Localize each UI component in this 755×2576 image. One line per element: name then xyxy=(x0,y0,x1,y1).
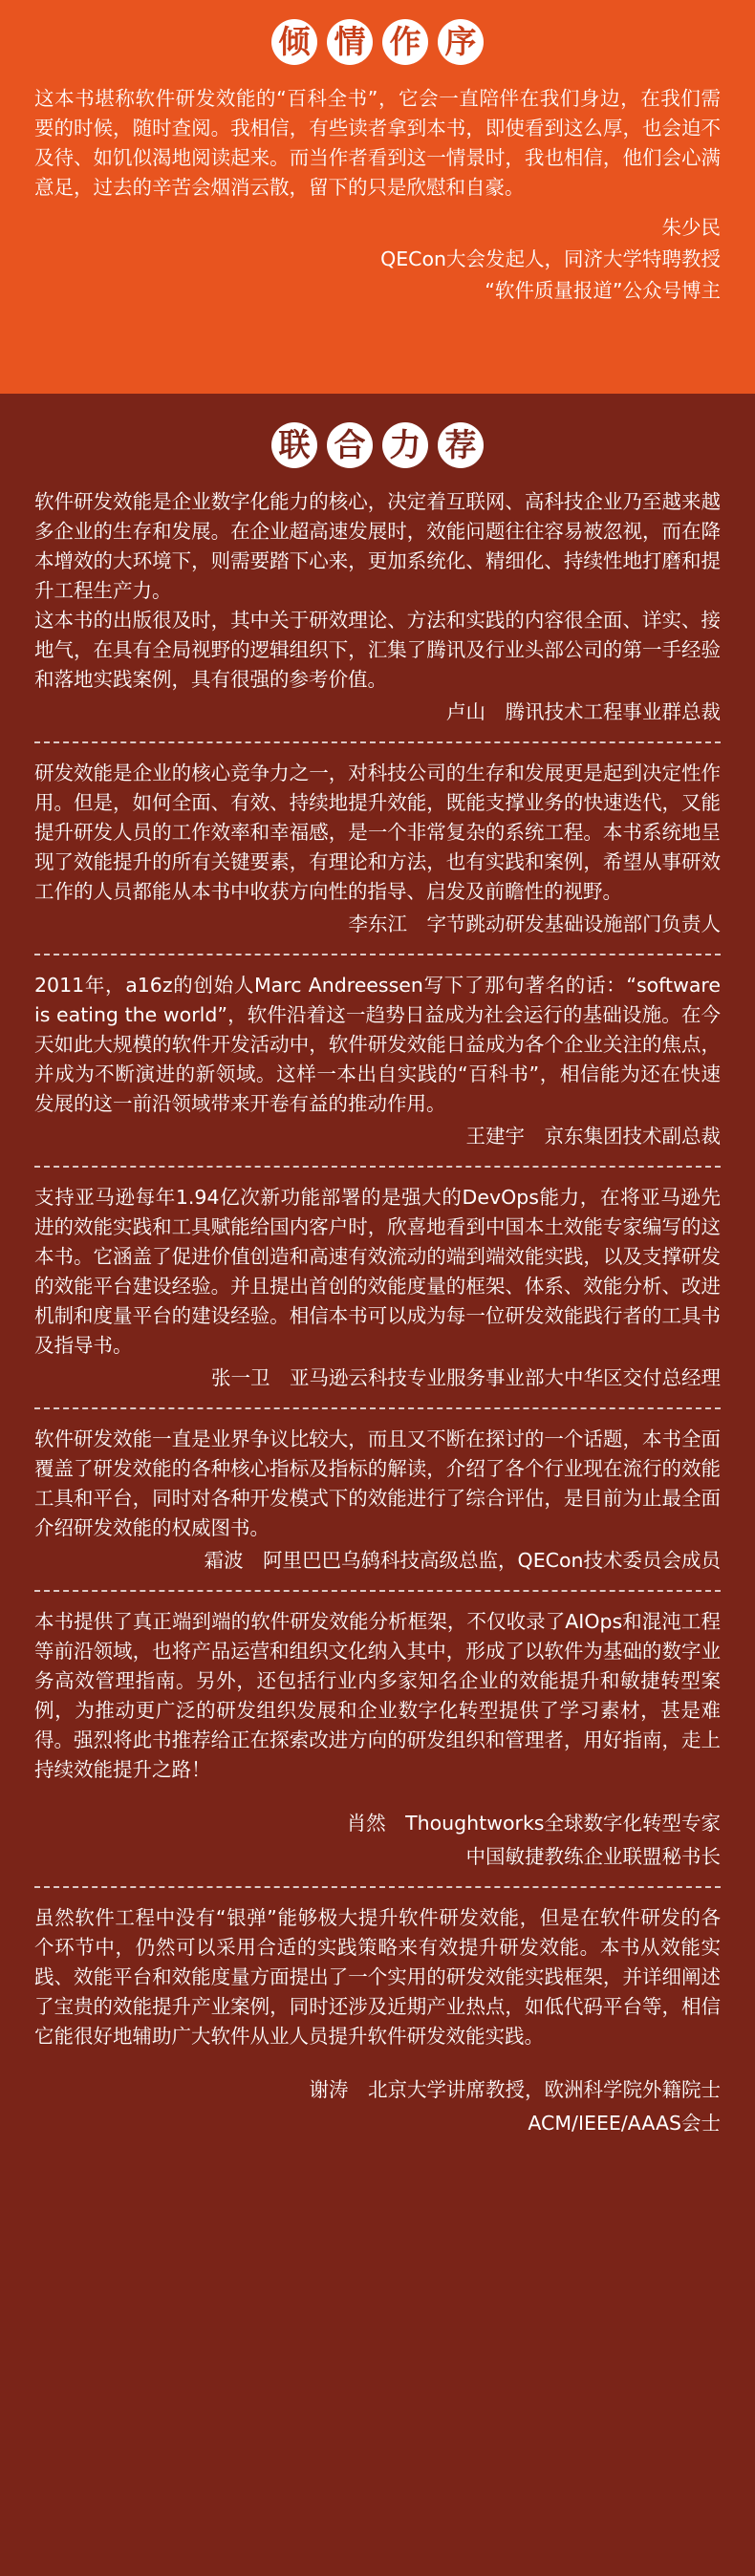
recommend-title-char: 合 xyxy=(327,422,373,468)
recommend-title-char: 荐 xyxy=(438,422,484,468)
preface-signature xyxy=(34,212,721,307)
recommend-title-char: 力 xyxy=(382,422,428,468)
recommendation-item xyxy=(34,487,721,728)
recommendation-text: 软件研发效能是企业数字化能力的核心，决定着互联网、高科技企业乃至越来越多企业的生存和发展。在企业超高速发展时，效能问题往往容易被忽视，而在降本增效的大环境下，则需要踏下心来，更加系统化、精细化、持续性地打磨和提升工程生产力。 xyxy=(34,490,721,602)
preface-section xyxy=(0,0,755,394)
signature-line: 朱少民 xyxy=(661,216,721,239)
recommender-signature: 张一卫 亚马逊云科技专业服务事业部大中华区交付总经理 xyxy=(211,1366,721,1389)
dashed-divider xyxy=(34,1886,721,1888)
dashed-divider xyxy=(34,1166,721,1168)
recommendation-item xyxy=(34,1425,721,1577)
recommendation-text: 软件研发效能一直是业界争议比较大，而且又不断在探讨的一个话题，本书全面覆盖了研发效能的各种核心指标及指标的解读，介绍了各个行业现在流行的效能工具和平台，同时对各种开发模式下的效能进行了综合评估，是目前为止最全面介绍研发效能的权威图书。 xyxy=(34,1428,721,1539)
preface-title-char: 作 xyxy=(382,19,428,65)
recommendation-text: 虽然软件工程中没有“银弹”能够极大提升软件研发效能，但是在软件研发的各个环节中，仍然可以采用合适的实践策略来有效提升研发效能。本书从效能实践、效能平台和效能度量方面提出了一个实用的研发效能实践框架，并详细阐述了宝贵的效能提升产业案例，同时还涉及近期产业热点，如低代码平台等，相信它能很好地辅助广大软件从业人员提升软件研发效能实践。 xyxy=(34,1906,721,2048)
recommender-signature: 谢涛 北京大学讲席教授，欧洲科学院外籍院士 xyxy=(309,2078,721,2101)
recommendation-item xyxy=(34,1903,721,2139)
recommendation-item xyxy=(34,971,721,1152)
recommendation-item xyxy=(34,1183,721,1394)
recommendation-text: 2011年，a16z的创始人Marc Andreessen写下了那句著名的话：“software is eating the world”，软件沿着这一趋势日益成为社会运行的基础设施。在今天如此大规模的软件开发活动中，软件研发效能日益成为各个企业关注的焦点，并成为不断演进的新领域。这样一本出自实践的“百科书”，相信能为还在快速发展的这一前沿领域带来开卷有益的推动作用。 xyxy=(34,974,721,1115)
preface-title-char: 序 xyxy=(438,19,484,65)
preface-title-char: 倾 xyxy=(271,19,317,65)
recommender-signature: 李东江 字节跳动研发基础设施部门负责人 xyxy=(348,912,721,935)
preface-title-char: 情 xyxy=(327,19,373,65)
recommendation-text: 本书提供了真正端到端的软件研发效能分析框架，不仅收录了AIOps和混沌工程等前沿领域，也将产品运营和组织文化纳入其中，形成了以软件为基础的数字业务高效管理指南。另外，还包括行业内多家知名企业的效能提升和敏捷转型案例，为推动更广泛的研发组织发展和企业数字化转型提供了学习素材，甚是难得。强烈将此书推荐给正在探索改进方向的研发组织和管理者，用好指南，走上持续效能提升之路！ xyxy=(34,1610,721,1781)
signature-line: QECon大会发起人，同济大学特聘教授 xyxy=(380,247,721,270)
dashed-divider xyxy=(34,741,721,743)
recommender-signature: ACM/IEEE/AAAS会士 xyxy=(528,2112,721,2135)
preface-text: 这本书堪称软件研发效能的“百科全书”，它会一直陪伴在我们身边，在我们需要的时候，随时查阅。我相信，有些读者拿到本书，即使看到这么厚，也会迫不及待、如饥似渴地阅读起来。而当作者看到这一情景时，我也相信，他们会心满意足，过去的辛苦会烟消云散，留下的只是欣慰和自豪。 xyxy=(34,87,721,199)
preface-title xyxy=(34,19,721,65)
recommender-signature: 中国敏捷教练企业联盟秘书长 xyxy=(465,1845,721,1868)
recommender-signature: 肖然 Thoughtworks全球数字化转型专家 xyxy=(346,1812,721,1835)
recommendation-item xyxy=(34,759,721,940)
recommend-title xyxy=(34,422,721,468)
recommendation-text: 支持亚马逊每年1.94亿次新功能部署的是强大的DevOps能力，在将亚马逊先进的效能实践和工具赋能给国内客户时，欣喜地看到中国本土效能专家编写的这本书。它涵盖了促进价值创造和高速有效流动的端到端效能实践，以及支撑研发的效能平台建设经验。并且提出首创的效能度量的框架、体系、效能分析、改进机制和度量平台的建设经验。相信本书可以成为每一位研发效能践行者的工具书及指导书。 xyxy=(34,1186,721,1357)
dashed-divider xyxy=(34,1590,721,1592)
recommendations-section xyxy=(0,394,755,2576)
dashed-divider xyxy=(34,954,721,955)
dashed-divider xyxy=(34,1407,721,1409)
recommender-signature: 霜波 阿里巴巴乌鸫科技高级总监，QECon技术委员会成员 xyxy=(204,1549,721,1572)
recommendation-text: 这本书的出版很及时，其中关于研效理论、方法和实践的内容很全面、详实、接地气，在具有全局视野的逻辑组织下，汇集了腾讯及行业头部公司的第一手经验和落地实践案例，具有很强的参考价值。 xyxy=(34,609,721,691)
recommender-signature: 卢山 腾讯技术工程事业群总裁 xyxy=(446,700,721,723)
recommender-signature: 王建宇 京东集团技术副总裁 xyxy=(465,1125,721,1148)
recommendation-text: 研发效能是企业的核心竞争力之一，对科技公司的生存和发展更是起到决定性作用。但是，如何全面、有效、持续地提升效能，既能支撑业务的快速迭代，又能提升研发人员的工作效率和幸福感，是一个非常复杂的系统工程。本书系统地呈现了效能提升的所有关键要素，有理论和方法，也有实践和案例，希望从事研效工作的人员都能从本书中收获方向性的指导、启发及前瞻性的视野。 xyxy=(34,762,721,903)
signature-line: “软件质量报道”公众号博主 xyxy=(485,279,721,302)
recommend-title-char: 联 xyxy=(271,422,317,468)
recommendation-item xyxy=(34,1607,721,1873)
